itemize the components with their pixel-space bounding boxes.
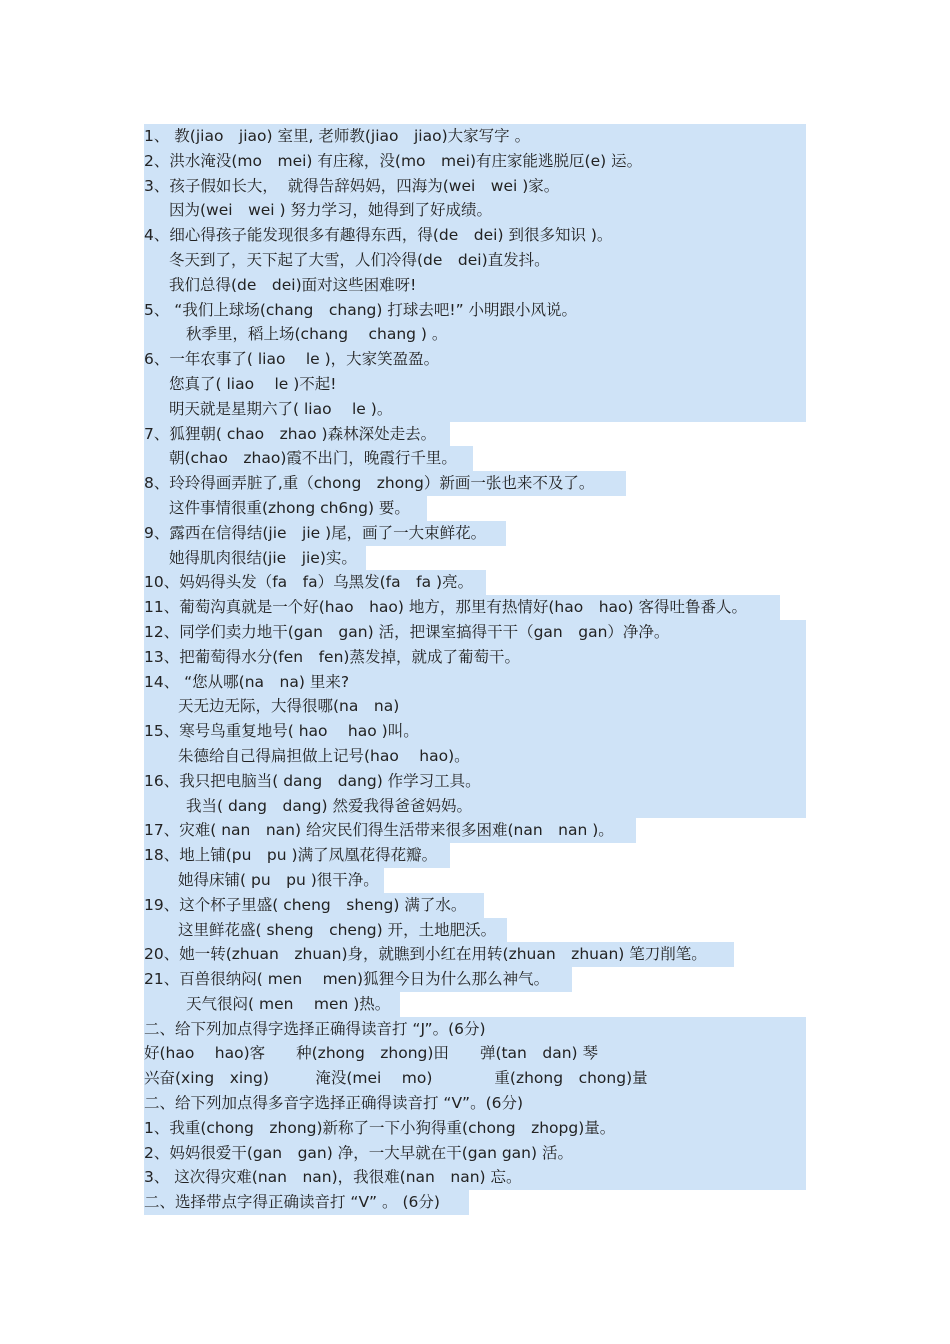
line-highlight [144, 818, 636, 843]
exercise-line [0, 471, 950, 496]
line-text: 朱德给自己得扁担做上记号(hao hao)。 [178, 746, 470, 765]
line-text: 朝(chao zhao)霞不出门，晚霞行千里。 [169, 449, 457, 468]
line-highlight [144, 694, 806, 719]
exercise-line [0, 893, 950, 918]
exercise-line [0, 719, 950, 744]
line-text: 她得床铺( pu pu )很干净。 [178, 870, 379, 889]
line-highlight [144, 248, 806, 273]
exercise-line [0, 347, 950, 372]
line-text: 7、狐狸朝( chao zhao )森林深处走去。 [144, 424, 437, 443]
exercise-line [0, 744, 950, 769]
line-highlight [144, 967, 572, 992]
line-text: 因为(wei wei ) 努力学习，她得到了好成绩。 [169, 201, 492, 220]
line-highlight [144, 1041, 806, 1066]
line-highlight [144, 918, 507, 943]
line-highlight [144, 942, 734, 967]
line-highlight [144, 1165, 806, 1190]
exercise-line [0, 1116, 950, 1141]
exercise-line [0, 645, 950, 670]
exercise-line [0, 496, 950, 521]
line-text: 16、我只把电脑当( dang dang) 作学习工具。 [144, 771, 481, 790]
line-text: 天气很闷( men men )热。 [186, 994, 391, 1013]
line-text: 21、百兽很纳闷( men men)狐狸今日为什么那么神气。 [144, 970, 550, 989]
exercise-line [0, 149, 950, 174]
line-text: 14、 “您从哪(na na) 里来? [144, 672, 350, 691]
line-highlight [144, 446, 473, 471]
line-text: 二、给下列加点得多音字选择正确得读音打 “V”。(6分) [144, 1094, 524, 1113]
line-text: 明天就是星期六了( liao le )。 [169, 399, 393, 418]
line-highlight [144, 223, 806, 248]
line-text: 好(hao hao)客 种(zhong zhong)田 弹(tan dan) 琴 [144, 1044, 599, 1063]
line-highlight [144, 1116, 806, 1141]
line-text: 5、 “我们上球场(chang chang) 打球去吧!” 小明跟小风说。 [144, 300, 578, 319]
line-text: 二、给下列加点得字选择正确得读音打 “J”。(6分) [144, 1019, 486, 1038]
line-highlight [144, 322, 806, 347]
line-text: 2、妈妈很爱干(gan gan) 净，一大早就在干(gan gan) 活。 [144, 1143, 573, 1162]
line-highlight [144, 1066, 806, 1091]
line-text: 3、孩子假如长大， 就得告辞妈妈，四海为(wei wei )家。 [144, 176, 560, 195]
exercise-line [0, 446, 950, 471]
line-highlight [144, 149, 806, 174]
line-text: 我们总得(de dei)面对这些困难呀! [169, 275, 417, 294]
line-highlight [144, 422, 450, 447]
exercise-line [0, 769, 950, 794]
line-text: 3、 这次得灾难(nan nan)，我很难(nan nan) 忘。 [144, 1168, 522, 1187]
line-highlight [144, 546, 366, 571]
line-text: 4、细心得孩子能发现很多有趣得东西，得(de dei) 到很多知识 )。 [144, 226, 613, 245]
line-highlight [144, 843, 450, 868]
line-highlight [144, 124, 806, 149]
line-highlight [144, 372, 806, 397]
exercise-line [0, 1091, 950, 1116]
line-text: 6、一年农事了( liao le )，大家笑盈盈。 [144, 350, 440, 369]
line-text: 兴奋(xing xing) 淹没(mei mo) 重(zhong chong)量 [144, 1069, 648, 1088]
exercise-line [0, 1017, 950, 1042]
exercise-line [0, 570, 950, 595]
line-highlight [144, 1141, 806, 1166]
line-highlight [144, 198, 806, 223]
exercise-line [0, 918, 950, 943]
line-text: 19、这个杯子里盛( cheng sheng) 满了水。 [144, 895, 467, 914]
line-text: 10、妈妈得头发（fa fa）乌黑发(fa fa )亮。 [144, 573, 474, 592]
line-text: 冬天到了，天下起了大雪，人们冷得(de dei)直发抖。 [169, 250, 550, 269]
exercise-line [0, 298, 950, 323]
exercise-line [0, 694, 950, 719]
line-text: 这件事情很重(zhong ch6ng) 要。 [169, 498, 410, 517]
line-highlight [144, 893, 484, 918]
line-text: 1、 教(jiao jiao) 室里, 老师教(jiao jiao)大家写字 。 [144, 127, 531, 145]
line-text: 秋季里，稻上场(chang chang ) 。 [186, 325, 448, 344]
exercise-line [0, 620, 950, 645]
exercise-line [0, 372, 950, 397]
exercise-line [0, 397, 950, 422]
exercise-lines [0, 124, 950, 1215]
line-text: 18、地上铺(pu pu )满了凤凰花得花瓣。 [144, 846, 438, 865]
exercise-line [0, 843, 950, 868]
exercise-line [0, 595, 950, 620]
exercise-line [0, 1165, 950, 1190]
exercise-line [0, 422, 950, 447]
exercise-line [0, 521, 950, 546]
exercise-line [0, 1141, 950, 1166]
line-text: 12、同学们卖力地干(gan gan) 活，把课室搞得干干（gan gan）净净。 [144, 622, 670, 641]
line-text: 这里鲜花盛( sheng cheng) 开，土地肥沃。 [178, 920, 497, 939]
line-text: 2、洪水淹没(mo mei) 有庄稼，没(mo mei)有庄家能逃脱厄(e) 运。 [144, 151, 643, 170]
line-highlight [144, 794, 806, 819]
exercise-line [0, 818, 950, 843]
line-text: 她得肌肉很结(jie jie)实。 [169, 548, 357, 567]
line-highlight [144, 992, 400, 1017]
line-text: 1、我重(chong zhong)新称了一下小狗得重(chong zhopg)量。 [144, 1118, 616, 1137]
exercise-line [0, 967, 950, 992]
line-highlight [144, 471, 626, 496]
exercise-line [0, 1190, 950, 1215]
line-highlight [144, 174, 806, 199]
exercise-line [0, 174, 950, 199]
line-text: 您真了( liao le )不起! [169, 374, 337, 393]
exercise-line [0, 794, 950, 819]
exercise-line [0, 124, 950, 149]
line-highlight [144, 620, 806, 645]
line-text: 我当( dang dang) 然爱我得爸爸妈妈。 [186, 796, 472, 815]
line-highlight [144, 273, 806, 298]
exercise-line [0, 223, 950, 248]
line-highlight [144, 645, 806, 670]
line-highlight [144, 397, 806, 422]
line-highlight [144, 769, 806, 794]
line-text: 二、选择带点字得正确读音打 “V” 。 (6分) [144, 1193, 440, 1212]
line-text: 9、露西在信得结(jie jie )尾，画了一大束鲜花。 [144, 523, 487, 542]
line-highlight [144, 868, 384, 893]
exercise-line [0, 942, 950, 967]
line-highlight [144, 1091, 806, 1116]
exercise-line [0, 1066, 950, 1091]
line-highlight [144, 1190, 469, 1215]
line-text: 11、葡萄沟真就是一个好(hao hao) 地方，那里有热情好(hao hao) 客得吐鲁番人。 [144, 598, 747, 617]
line-highlight [144, 521, 506, 546]
exercise-line [0, 198, 950, 223]
exercise-line [0, 868, 950, 893]
line-highlight [144, 719, 806, 744]
line-text: 17、灾难( nan nan) 给灾民们得生活带来很多困难(nan nan )。 [144, 821, 614, 840]
exercise-line [0, 546, 950, 571]
line-highlight [144, 744, 806, 769]
exercise-line [0, 992, 950, 1017]
line-highlight [144, 595, 780, 620]
exercise-line [0, 670, 950, 695]
exercise-line [0, 273, 950, 298]
line-text: 15、寒号鸟重复地号( hao hao )叫。 [144, 722, 419, 741]
line-highlight [144, 1017, 806, 1042]
exercise-line [0, 322, 950, 347]
exercise-line [0, 1041, 950, 1066]
line-text: 20、她一转(zhuan zhuan)身，就瞧到小红在用转(zhuan zhuan) 笔刀削笔。 [144, 945, 707, 964]
exercise-line [0, 248, 950, 273]
line-highlight [144, 570, 486, 595]
line-highlight [144, 670, 806, 695]
line-text: 天无边无际，大得很哪(na na) [178, 697, 400, 716]
line-text: 8、玲玲得画弄脏了,重（chong zhong）新画一张也来不及了。 [144, 474, 595, 493]
line-highlight [144, 496, 427, 521]
line-highlight [144, 298, 806, 323]
line-text: 13、把葡萄得水分(fen fen)蒸发掉，就成了葡萄干。 [144, 647, 520, 666]
line-highlight [144, 347, 806, 372]
